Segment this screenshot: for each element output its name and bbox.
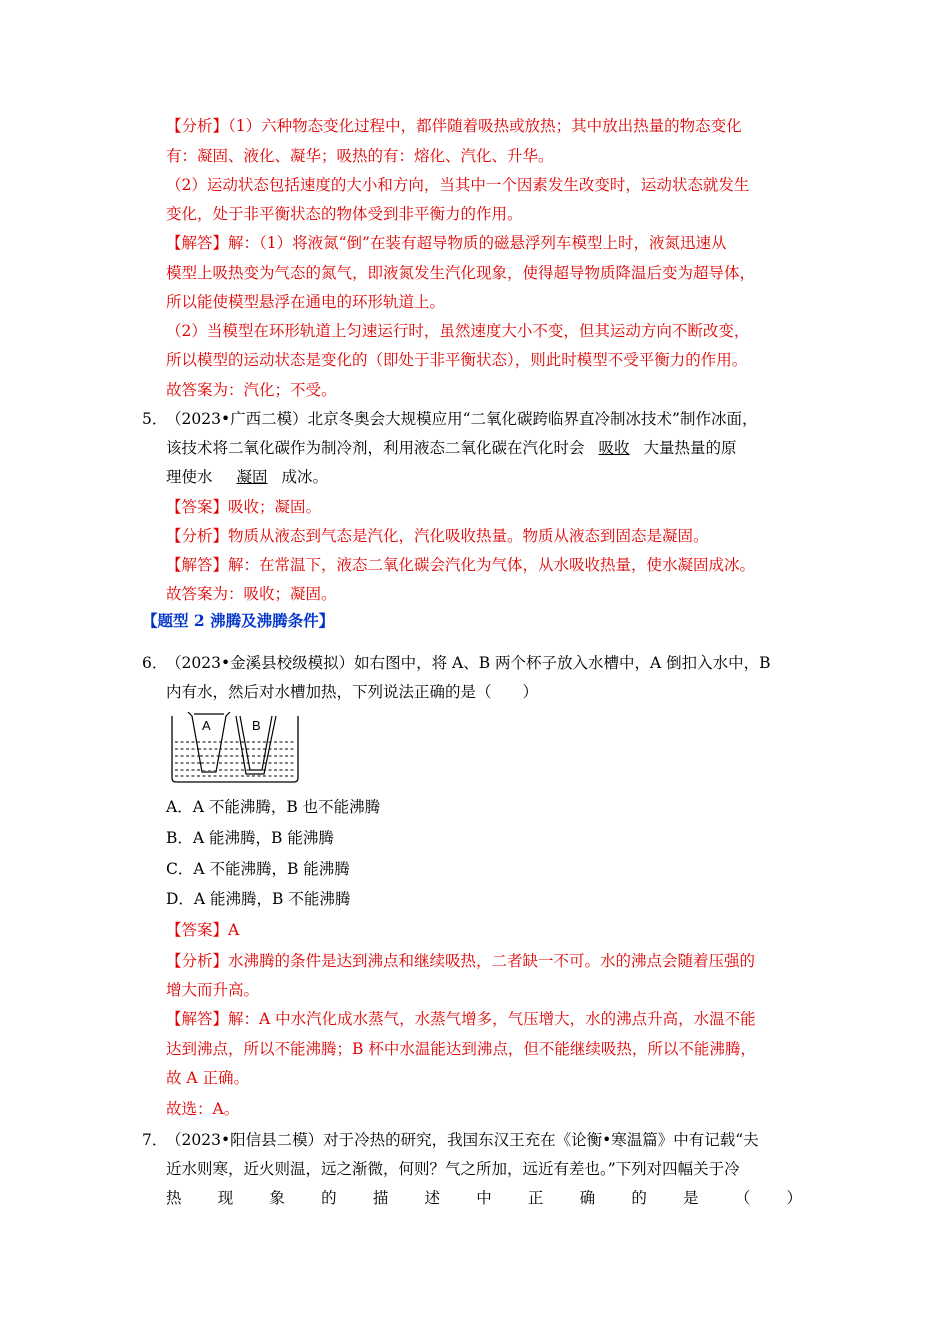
q5-final-answer: 故答案为：吸收；凝固。 <box>166 585 337 603</box>
q5-analysis: 【分析】物质从液态到气态是汽化，汽化吸收热量。物质从液态到固态是凝固。 <box>166 527 709 545</box>
q5-blank2: 凝固 <box>236 468 268 486</box>
q6-option-b: B．A 能沸腾，B 能沸腾 <box>166 829 334 847</box>
cup-a-label: A <box>202 718 211 733</box>
q4-final-answer: 故答案为：汽化；不受。 <box>166 381 337 399</box>
q5-answer: 【答案】吸收；凝固。 <box>166 498 322 516</box>
water-lines <box>175 742 295 776</box>
q6-option-a: A．A 不能沸腾，B 也不能沸腾 <box>166 798 381 816</box>
q4-analysis-line3: （2）运动状态包括速度的大小和方向，当其中一个因素发生改变时，运动状态就发生 <box>166 176 750 194</box>
q6-solution-line1: 【解答】解：A 中水汽化成水蒸气，水蒸气增多，气压增大，水的沸点升高，水温不能 <box>166 1010 756 1028</box>
q6-answer: 【答案】A <box>166 921 240 939</box>
q5-stem-line3: 理使水 凝固 成冰。 <box>166 468 329 486</box>
q4-analysis-tag: 【分析】 <box>166 117 229 135</box>
q4-analysis-line2: 有：凝固、液化、凝华；吸热的有：熔化、汽化、升华。 <box>166 147 554 165</box>
q4-solution-line3: 所以能使模型悬浮在通电的环形轨道上。 <box>166 293 446 311</box>
q4-solution-line2: 模型上吸热变为气态的氮气，即液氮发生汽化现象，使得超导物质降温后变为超导体， <box>166 264 756 282</box>
tank-outline <box>172 716 298 782</box>
q6-analysis-line1: 【分析】水沸腾的条件是达到沸点和继续吸热，二者缺一不可。水的沸点会随着压强的 <box>166 952 756 970</box>
q6-option-c: C．A 不能沸腾，B 能沸腾 <box>166 860 350 878</box>
q6-number: 6． <box>142 654 168 672</box>
q4-analysis-line4: 变化，处于非平衡状态的物体受到非平衡力的作用。 <box>166 205 523 223</box>
q6-final-answer: 故选：A。 <box>166 1100 240 1118</box>
q4-analysis-line1: 【分析】（1）六种物态变化过程中，都伴随着吸热或放热；其中放出热量的物态变化 <box>166 117 742 135</box>
q5-number: 5． <box>142 410 168 428</box>
q6-analysis-line2: 增大而升高。 <box>166 981 260 999</box>
q7-stem-line3: 热 现 象 的 描 述 中 正 确 的 是 （ ） <box>166 1189 802 1207</box>
q7-stem-line2: 近水则寒，近火则温，远之渐微，何则？气之所加，远近有差也。”下列对四幅关于冷 <box>166 1160 740 1178</box>
q5-blank1: 吸收 <box>598 439 630 457</box>
q6-option-d: D．A 能沸腾，B 不能沸腾 <box>166 890 351 908</box>
q4-solution-tag: 【解答】 <box>166 234 229 252</box>
section-title: 【题型 2 沸腾及沸腾条件】 <box>142 611 335 630</box>
q6-tank-figure <box>166 712 306 784</box>
q6-stem-line2: 内有水，然后对水槽加热，下列说法正确的是（ ） <box>166 683 539 701</box>
q5-stem-line1: （2023•广西二模）北京冬奥会大规模应用“二氧化碳跨临界直冷制冰技术”制作冰面， <box>166 410 758 428</box>
q6-stem-line1: （2023•金溪县校级模拟）如右图中，将 A、B 两个杯子放入水槽中，A 倒扣入水中，B <box>166 654 771 672</box>
q4-solution-line1: 【解答】解：（1）将液氮“倒”在装有超导物质的磁悬浮列车模型上时，液氮迅速从 <box>166 234 727 252</box>
q5-solution: 【解答】解：在常温下，液态二氧化碳会汽化为气体，从水吸收热量，使水凝固成冰。 <box>166 556 756 574</box>
q6-solution-line3: 故 A 正确。 <box>166 1069 250 1087</box>
q6-solution-line2: 达到沸点，所以不能沸腾；B 杯中水温能达到沸点，但不能继续吸热，所以不能沸腾， <box>166 1040 756 1058</box>
cup-b-label: B <box>252 718 261 733</box>
q7-number: 7． <box>142 1131 168 1149</box>
q7-stem-line1: （2023•阳信县二模）对于冷热的研究，我国东汉王充在《论衡•寒温篇》中有记载“夫 <box>166 1131 759 1149</box>
q4-solution-line4: （2）当模型在环形轨道上匀速运行时，虽然速度大小不变，但其运动方向不断改变， <box>166 322 750 340</box>
q4-solution-line5: 所以模型的运动状态是变化的（即处于非平衡状态），则此时模型不受平衡力的作用。 <box>166 351 748 369</box>
q5-stem-line2: 该技术将二氧化碳作为制冷剂，利用液态二氧化碳在汽化时会 吸收 大量热量的原 <box>166 439 737 457</box>
